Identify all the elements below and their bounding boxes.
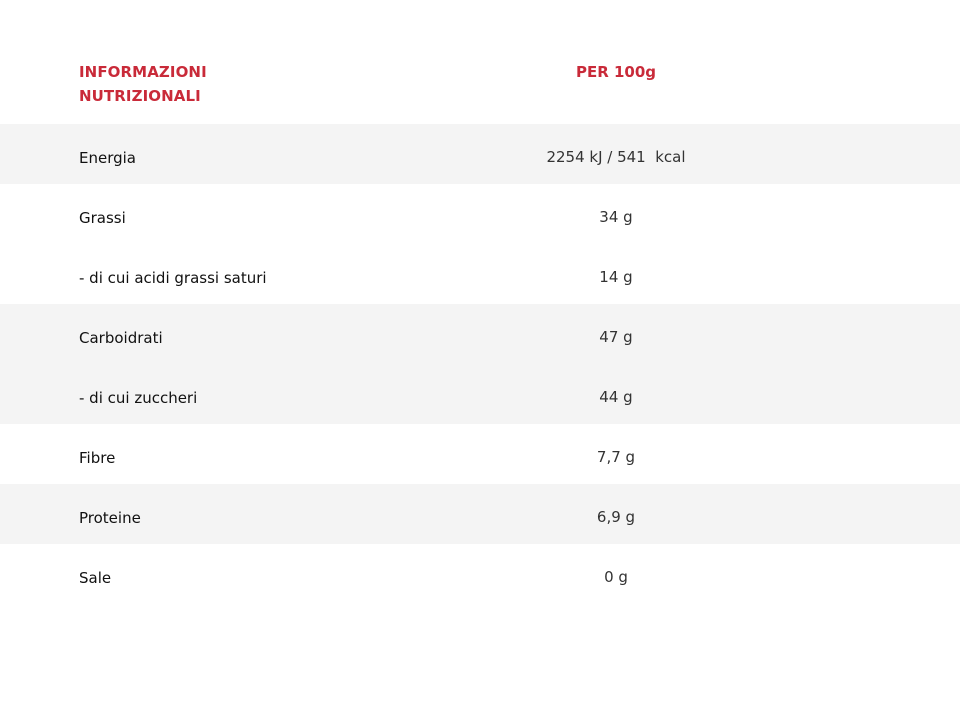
- table-row-proteine: [0, 484, 960, 544]
- table-row-acidi-grassi-saturi: [0, 244, 960, 304]
- row-value: 6,9 g: [596, 508, 636, 526]
- row-name: Energia: [79, 149, 136, 167]
- table-row-zuccheri: [0, 364, 960, 424]
- row-name: Fibre: [79, 449, 116, 467]
- row-name: Grassi: [79, 209, 126, 227]
- header-line-2: NUTRIZIONALI: [79, 87, 201, 105]
- table-row-fibre: [0, 424, 960, 484]
- row-name: Carboidrati: [79, 329, 163, 347]
- header-line-1: INFORMAZIONI: [79, 63, 207, 81]
- header-nutrition-info-label: [79, 60, 339, 108]
- nutrition-rows: [0, 124, 960, 604]
- row-value: 34 g: [599, 208, 633, 226]
- row-value: 2254 kJ / 541 kcal: [546, 148, 686, 166]
- row-name: Sale: [79, 569, 112, 587]
- table-row-energia: [0, 124, 960, 184]
- table-row-grassi: [0, 184, 960, 244]
- header-per-100g-label: PER 100g: [575, 63, 657, 81]
- table-row-sale: [0, 544, 960, 604]
- row-name: - di cui acidi grassi saturi: [79, 269, 267, 287]
- row-value: 44 g: [599, 388, 633, 406]
- row-value: 47 g: [599, 328, 633, 346]
- table-row-carboidrati: [0, 304, 960, 364]
- row-value: 0 g: [604, 568, 628, 586]
- row-name: - di cui zuccheri: [79, 389, 198, 407]
- table-header: [0, 0, 960, 124]
- row-value: 14 g: [599, 268, 633, 286]
- row-value: 7,7 g: [596, 448, 636, 466]
- row-name: Proteine: [79, 509, 141, 527]
